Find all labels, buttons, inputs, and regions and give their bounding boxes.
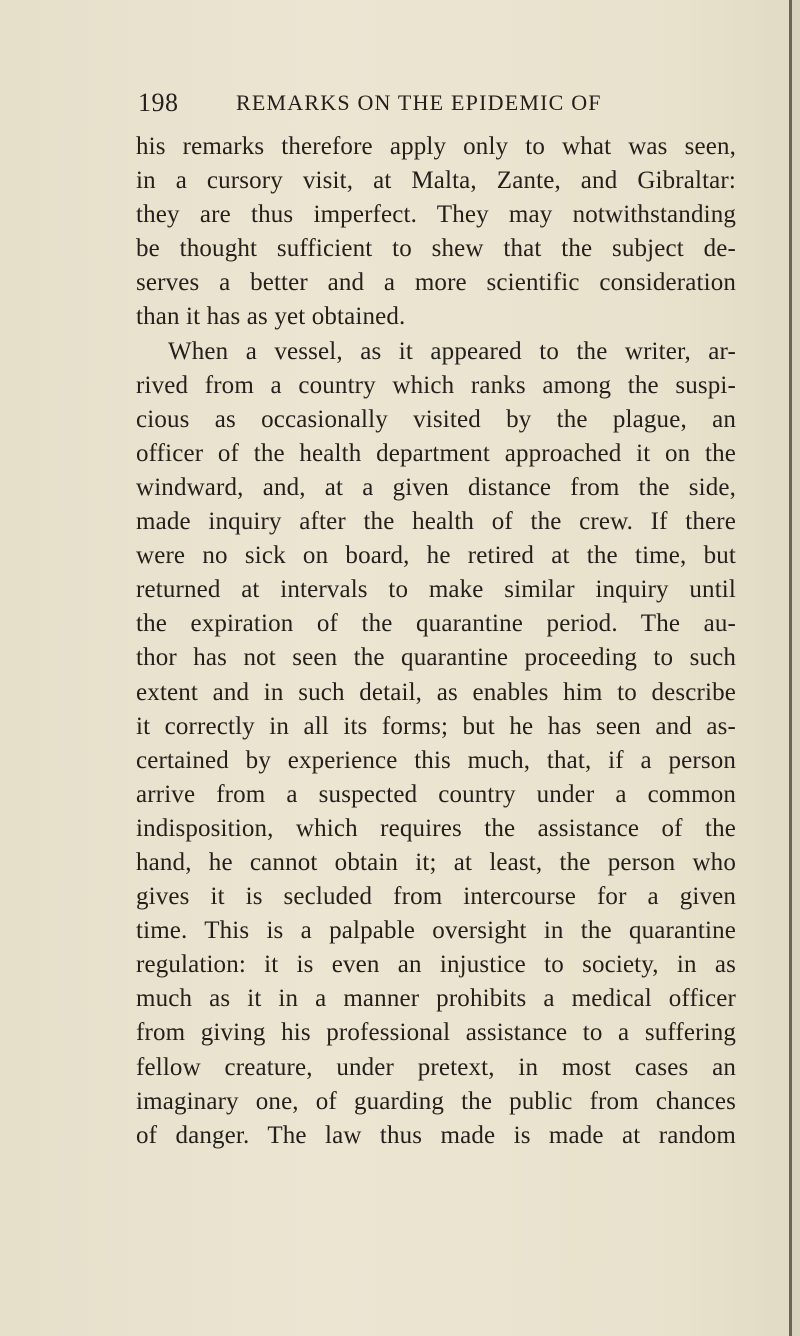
text-line: serves a better and a more scientific consideration bbox=[136, 269, 736, 297]
text-line: regulation: it is even an injustice to society, in as bbox=[136, 951, 736, 979]
text-line: be thought sufficient to shew that the subject de- bbox=[136, 235, 736, 263]
text-line: time. This is a palpable oversight in the quarantine bbox=[136, 917, 736, 945]
page-header bbox=[138, 88, 638, 128]
text-line: extent and in such detail, as enables him to describe bbox=[136, 678, 736, 706]
text-line: of danger. The law thus made is made at random bbox=[136, 1121, 736, 1149]
text-line: certained by experience this much, that, if a person bbox=[136, 746, 736, 774]
text-line: they are thus imperfect. They may notwithstanding bbox=[136, 201, 736, 229]
text-line: hand, he cannot obtain it; at least, the person who bbox=[136, 848, 736, 876]
page-edge-shadow bbox=[792, 0, 800, 1336]
text-line: than it has as yet obtained. bbox=[136, 303, 406, 331]
body-text bbox=[136, 130, 736, 1153]
text-line: in a cursory visit, at Malta, Zante, and Gibraltar: bbox=[136, 167, 736, 195]
text-line: his remarks therefore apply only to what was seen, bbox=[136, 133, 736, 160]
text-line: indisposition, which requires the assistance of the bbox=[136, 814, 736, 842]
text-line: were no sick on board, he retired at the time, but bbox=[136, 542, 736, 570]
text-line: officer of the health department approached it on the bbox=[136, 439, 736, 467]
text-line: much as it in a manner prohibits a medical officer bbox=[136, 985, 736, 1013]
running-head: REMARKS ON THE EPIDEMIC OF bbox=[236, 90, 602, 115]
text-line: thor has not seen the quarantine proceeding to such bbox=[136, 644, 736, 672]
page-number: 198 bbox=[138, 88, 179, 117]
page-edge bbox=[789, 0, 792, 1336]
text-line: When a vessel, as it appeared to the writer, ar- bbox=[168, 337, 736, 365]
text-line: fellow creature, under pretext, in most cases an bbox=[136, 1053, 736, 1081]
text-line: gives it is secluded from intercourse for a given bbox=[136, 883, 736, 911]
text-line: imaginary one, of guarding the public from chances bbox=[136, 1087, 736, 1115]
text-line: the expiration of the quarantine period. The au- bbox=[136, 610, 736, 638]
text-line: from giving his professional assistance to a suffering bbox=[136, 1019, 736, 1047]
text-line: made inquiry after the health of the crew. If there bbox=[136, 508, 736, 536]
text-line: arrive from a suspected country under a common bbox=[136, 780, 736, 808]
text-line: rived from a country which ranks among the suspi- bbox=[136, 371, 736, 399]
text-line: cious as occasionally visited by the plague, an bbox=[136, 405, 736, 433]
text-line: returned at intervals to make similar inquiry until bbox=[136, 576, 736, 604]
text-line: windward, and, at a given distance from the side, bbox=[136, 473, 736, 501]
text-line: it correctly in all its forms; but he has seen and as- bbox=[136, 712, 736, 740]
